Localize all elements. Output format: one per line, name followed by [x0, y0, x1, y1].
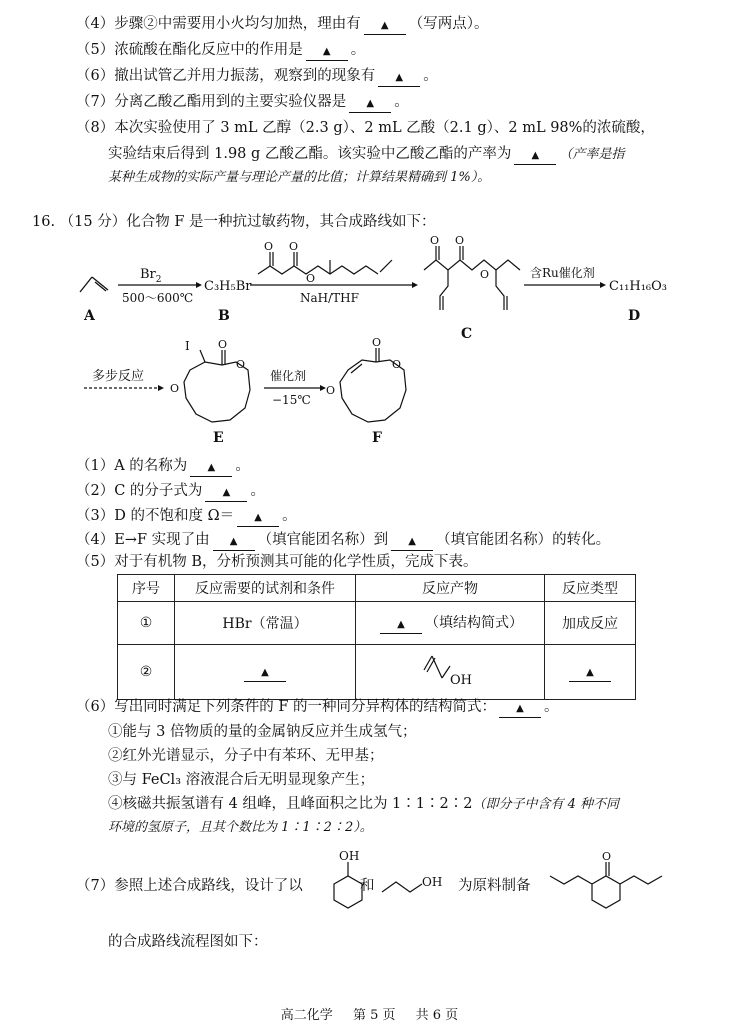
q15-item-4 — [76, 14, 488, 35]
table-header-row — [118, 575, 636, 602]
oxygen-atom: O — [372, 336, 382, 349]
answer-blank[interactable] — [514, 146, 556, 165]
item-text: ④核磁共振氢谱有 4 组峰，且峰面积之比为 1∶1∶2∶2 — [108, 796, 473, 812]
reagent-temp-1: 500～600℃ — [122, 291, 194, 305]
answer-blank[interactable] — [364, 16, 406, 35]
propanol-structure — [380, 870, 443, 900]
q15-item-5 — [76, 40, 365, 61]
item-text: 。 — [394, 94, 409, 110]
oxygen-atom: O — [306, 272, 316, 285]
table-cell: ① — [118, 602, 175, 645]
answer-blank[interactable] — [213, 532, 255, 551]
triangle-mark: ▲ — [397, 619, 405, 630]
item-text: 实验结束后得到 1.98 g 乙酸乙酯。该实验中乙酸乙酯的产率为 — [108, 146, 512, 162]
triangle-mark: ▲ — [254, 512, 262, 523]
triangle-mark: ▲ — [531, 150, 540, 161]
item-text: 。 — [282, 508, 297, 524]
allyl-alcohol-structure — [410, 648, 490, 692]
note-text: （产率是指 — [559, 147, 625, 162]
table-header: 反应产物 — [356, 575, 545, 602]
note-text: （即分子中含有 4 种不同 — [472, 797, 619, 812]
table-cell: HBr（常温） — [175, 602, 356, 645]
item-text: （3）D 的不饱和度 Ω＝ — [76, 508, 235, 524]
arrow-head-icon — [158, 385, 164, 391]
table-row — [118, 645, 636, 700]
reagent-br2: $Br_2$ — [140, 267, 162, 285]
d-formula: C₁₁H₁₆O₃ — [609, 279, 667, 294]
answer-blank[interactable] — [306, 42, 348, 61]
triangle-mark: ▲ — [222, 487, 231, 498]
triangle-mark: ▲ — [229, 536, 238, 547]
label-d: D — [628, 308, 641, 324]
compound-c-structure — [424, 246, 520, 310]
answer-blank[interactable] — [391, 532, 433, 551]
item-text: 。 — [350, 42, 366, 58]
triangle-mark: ▲ — [408, 536, 416, 547]
q15-item-8-line2 — [108, 144, 624, 165]
oxygen-atom: O — [264, 240, 274, 253]
triangle-mark: ▲ — [366, 98, 375, 109]
item-text: （7）参照上述合成路线，设计了以 — [76, 878, 303, 894]
q16-header: 16. （15 分）化合物 F 是一种抗过敏药物，其合成路线如下： — [32, 214, 436, 230]
hydroxyl-label: OH — [450, 673, 472, 688]
reaction-table — [117, 574, 636, 700]
oxygen-atom: O — [236, 358, 246, 371]
oxygen-atom: O — [392, 358, 402, 371]
condition-4-note: 环境的氢原子，且其个数比为 1∶1∶2∶2）。 — [108, 820, 373, 835]
item-text: （6）撤出试管乙并用力振荡，观察到的现象有 — [76, 68, 376, 84]
q16-item-7-line2: 的合成路线流程图如下： — [108, 934, 268, 950]
condition-4 — [108, 794, 619, 815]
item-text: （6）写出同时满足下列条件的 F 的一种同分异构体的结构简式： — [76, 699, 497, 715]
reagent-ru-catalyst: 含Ru催化剂 — [530, 266, 595, 280]
table-header: 序号 — [118, 575, 175, 602]
answer-blank[interactable] — [205, 483, 247, 502]
triangle-mark: ▲ — [395, 72, 404, 83]
answer-blank[interactable] — [569, 663, 611, 682]
table-cell: ② — [118, 645, 175, 700]
answer-blank[interactable] — [244, 663, 286, 682]
hydroxyl-label: OH — [339, 849, 360, 863]
oxygen-atom: O — [170, 382, 180, 395]
label-a: A — [84, 308, 95, 324]
target-ketone-structure — [548, 848, 698, 928]
triangle-mark: ▲ — [380, 20, 389, 31]
table-cell: 加成反应 — [545, 602, 636, 645]
triangle-mark: ▲ — [261, 666, 269, 678]
answer-blank[interactable] — [378, 68, 420, 87]
iodine-atom: I — [185, 339, 190, 353]
reagent-nah-thf: NaH/THF — [300, 291, 359, 305]
page-footer — [0, 1004, 739, 1023]
item-text: 。 — [235, 458, 250, 474]
q16-item-5: （5）对于有机物 B，分析预测其可能的化学性质，完成下表。 — [76, 554, 478, 570]
footer-page: 第 5 页 — [352, 1008, 396, 1023]
triangle-mark: ▲ — [207, 462, 216, 473]
oxygen-atom: O — [430, 234, 440, 247]
oxygen-atom: O — [480, 268, 490, 281]
label-f: F — [372, 430, 382, 446]
answer-blank[interactable] — [380, 615, 422, 634]
q16-item-4 — [76, 530, 610, 551]
arrow-head-icon — [412, 282, 418, 288]
answer-blank[interactable] — [349, 94, 391, 113]
q15-item-7 — [76, 92, 409, 113]
q16-item-3 — [76, 506, 297, 527]
triangle-mark: ▲ — [516, 703, 524, 714]
b-formula: C₃H₅Br — [204, 279, 252, 294]
item-text: 。 — [423, 68, 438, 84]
item-text: （4）步骤②中需要用小火均匀加热，理由有 — [76, 16, 361, 32]
oxygen-atom: O — [289, 240, 299, 253]
condition-2: ②红外光谱显示，分子中有苯环、无甲基； — [108, 748, 384, 764]
condition-3: ③与 FeCl₃ 溶液混合后无明显现象产生； — [108, 772, 375, 788]
condition-1: ①能与 3 倍物质的量的金属钠反应并生成氢气； — [108, 724, 417, 740]
compound-a-structure — [80, 277, 108, 292]
q16-item-2 — [76, 481, 265, 502]
table-header: 反应需要的试剂和条件 — [175, 575, 356, 602]
item-text: （填官能团名称）的转化。 — [436, 532, 611, 548]
q16-item-1 — [76, 456, 250, 477]
q15-item-6 — [76, 66, 438, 87]
table-cell — [356, 602, 545, 645]
table-cell — [175, 645, 356, 700]
oxygen-atom: O — [602, 850, 612, 863]
label-c: C — [461, 326, 473, 342]
item-text: （1）A 的名称为 — [76, 458, 188, 474]
footer-subject: 高二化学 — [280, 1008, 333, 1023]
arrow-head-icon — [196, 282, 202, 288]
triangle-mark: ▲ — [586, 666, 594, 678]
item-text: （填官能团名称）到 — [257, 532, 389, 548]
table-cell — [356, 645, 545, 700]
table-header: 反应类型 — [545, 575, 636, 602]
item-text: （5）浓硫酸在酯化反应中的作用是 — [76, 42, 303, 58]
answer-blank[interactable] — [190, 458, 232, 477]
reagent-catalyst: 催化剂 — [270, 369, 307, 383]
reagent-temp-2: −15℃ — [272, 393, 311, 407]
q16-item-6 — [76, 697, 559, 718]
table-cell — [545, 645, 636, 700]
multistep-label: 多步反应 — [92, 369, 145, 384]
cell-note: （填结构简式） — [425, 615, 523, 631]
oxygen-atom: O — [326, 384, 336, 397]
and-text: 和 — [360, 878, 375, 894]
oxygen-atom: O — [218, 338, 228, 351]
table-row — [118, 602, 636, 645]
answer-blank[interactable] — [237, 508, 279, 527]
item-text: （7）分离乙酸乙酯用到的主要实验仪器是 — [76, 94, 347, 110]
oxygen-atom: O — [455, 234, 465, 247]
label-b: B — [218, 308, 230, 324]
arrow-head-icon — [600, 282, 606, 288]
item-text: （2）C 的分子式为 — [76, 483, 203, 499]
q15-item-8-line1 — [76, 118, 655, 138]
item-text: （8）本次实验使用了 3 mL 乙醇（2.3 g）、2 mL 乙酸（2.1 g）、2 mL 98%的浓硫酸， — [76, 120, 655, 136]
item-text: 。 — [544, 699, 559, 715]
footer-total: 共 6 页 — [415, 1008, 459, 1023]
item-text: （写两点）。 — [408, 16, 489, 32]
q16-item-7 — [76, 876, 303, 896]
item-text: （4）E→F 实现了由 — [76, 532, 210, 548]
item-text: 。 — [250, 483, 265, 499]
q15-item-8-line3: 某种生成物的实际产量与理论产量的比值；计算结果精确到 1%）。 — [108, 170, 491, 185]
as-raw-material-text: 为原料制备 — [458, 878, 531, 894]
triangle-mark: ▲ — [322, 46, 331, 57]
label-e: E — [213, 430, 224, 446]
hydroxyl-label: OH — [422, 875, 443, 889]
ketoester-reagent-structure — [258, 252, 392, 274]
answer-blank[interactable] — [499, 699, 541, 718]
